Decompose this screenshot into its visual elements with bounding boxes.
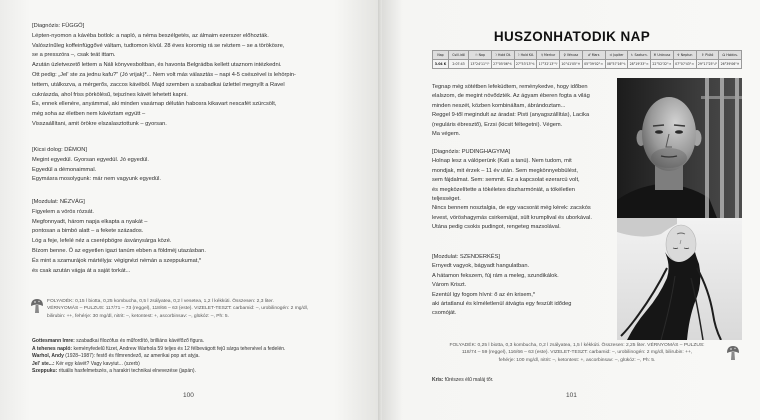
stats-line: bilirubin: ++, fehérje: 30 mg/dl, nitrit: –, ketontest: +, ascorbinsav: –, glükóz: –, Ph: 5. xyxy=(47,313,230,319)
table-cell: 07°07'43"♒ xyxy=(673,60,696,69)
footnote-term: Gottesmann Imre: xyxy=(32,338,75,344)
text-line: (reguláris ébresztő), Erzsi (kicsit féltegetni). Végem. xyxy=(432,121,563,128)
footnote-text: rituális hasfelmetszés, a harakiri technikai elnevezése (japán). xyxy=(57,368,196,375)
table-cell: 27°53'13"♋ xyxy=(514,60,537,69)
text-line: Nincs bennem nosztalgia, de egy vacsorát még kérek: zacskós xyxy=(432,205,591,212)
text-line: Holnap lesz a válóperünk (Kati a tanú). Nem tudom, mit xyxy=(432,158,572,165)
stats-line: FOLYADÉK: 0,25 l biotta, 0,3 kombucha, 0,2 l zsályatea, 1,5 l kékkúti. Összesen: 2,25 liter. VÉRNYOMÁS – PULZUS: xyxy=(449,343,705,348)
stats-line: FOLYADÉK: 0,15 l biotta, 0,25 kombucha, 0,5 l zsályatea, 0,2 l vesetea, 1,2 l kékkúti. Összesen: 2,3 liter. xyxy=(47,299,274,304)
text-line: Visszaállítani, amit örökre elszalasztottunk – gyorsan. xyxy=(32,120,167,127)
daily-stats xyxy=(432,342,722,364)
stats-line: fehérje: 100 mg/dl, nitrit: –, ketontest: +, ascorbinsav: –, glükóz: –, Ph: 5. xyxy=(498,357,656,363)
page-number: 100 xyxy=(183,392,194,399)
entry-block-diagnosis-fuggo xyxy=(32,22,296,130)
table-cell: 17°32'13"♈ xyxy=(537,60,560,69)
footnote-term: Jel' ste...: xyxy=(32,360,55,367)
block-heading: [Kicsi dolog: DÉMON] xyxy=(32,147,87,153)
block-heading: [Mozdulat: NÉZVÁG] xyxy=(32,199,85,205)
footnote xyxy=(32,346,285,354)
chapter-title: HUSZONHATODIK NAP xyxy=(493,29,651,44)
text-line: Ezentúl így fogom hívni: ő az én krisem,* xyxy=(432,291,536,298)
column-header: Csill.idő xyxy=(449,51,469,60)
table-cell: 13°24'11"♈ xyxy=(469,60,492,69)
stats-line: VÉRNYOMÁS – PULZUS: 117/71 – 73 (reggel), 118/66 – 63 (este). VIZELET-TESZT: carbamid: –, urobilinogén: 2 mg/dl, xyxy=(47,306,309,312)
column-header: ♄ Szaturn. xyxy=(628,51,651,60)
footnote-text: (1928–1987): festő és filmrendező, az amerikai pop art atyja. xyxy=(63,353,200,360)
table-cell: 22°52'32"♒ xyxy=(651,60,674,69)
column-header: ☉ Nap xyxy=(469,51,492,60)
text-line: Egymásra mosolygunk: már nem vagyunk egyedül. xyxy=(32,176,161,183)
column-header: ☊ Holdcs. xyxy=(719,51,742,60)
footnote xyxy=(432,377,493,385)
portrait-photo-woman xyxy=(617,218,742,340)
entry-block-szenderkes xyxy=(432,253,571,319)
footnote-term: Szeppuku: xyxy=(32,368,58,375)
table-cell: 26°39'06"♓ xyxy=(719,60,742,69)
text-line: és csak azután vágja át a saját torkát... xyxy=(32,267,131,274)
text-line: Tegnap még sötétben lefeküdtem, reménykedve, hogy időben xyxy=(432,84,588,90)
footnote-text: Kér egy kávét? Vagy kavyiut... (szerb) xyxy=(54,360,140,367)
footnotes xyxy=(32,338,285,376)
table-cell: 05°39'02"♒ xyxy=(582,60,605,69)
table-cell: 29°17'25"♐ xyxy=(696,60,719,69)
table-cell: 27°05'06"♋ xyxy=(491,60,514,69)
table-cell: 3.04 K xyxy=(433,60,449,69)
ephemeris-table xyxy=(432,50,742,69)
footnote-term: Warhol, Andy xyxy=(32,353,64,360)
column-header: ☿ Merkur xyxy=(537,51,560,60)
column-header: ♇ Plútó xyxy=(696,51,719,60)
text-line: Ma végem. xyxy=(432,130,461,137)
text-line: minden neszét, közben kombináltam, ábrándoztam... xyxy=(432,102,566,109)
text-line: Azután üzletvezető lettem a Náli könyvesboltban, és havonta Belgrádba kellett utaznom intézkedni. xyxy=(32,62,282,69)
footnote-text: fűrészes élű maláj tőr. xyxy=(443,377,494,383)
column-header: ☽ Hold Dt. xyxy=(491,51,514,60)
footnote xyxy=(32,338,285,346)
stats-line: 118/74 – 59 (reggel), 116/66 – 63 (este). VIZELET-TESZT: carbamid: –, urobilinogén: 2 mg/dl, bilirubin: ++, xyxy=(461,350,693,356)
text-line: Figyelem a vörös rózsát. xyxy=(32,208,94,215)
text-line: és megközelítette a tökéletes diszharmóniát, a tökéletlen xyxy=(432,186,575,193)
column-header: ♂ Mars xyxy=(582,51,605,60)
column-header: ♃ Jupiter xyxy=(605,51,628,60)
footnote-term: Kris: xyxy=(432,377,444,383)
text-line: sem fájdalmat. Sem: semmit. Ez a kapcsolat ezerarcú volt, xyxy=(432,177,580,184)
text-line: Ernyedt vagyok, bágyadt hangulatban. xyxy=(432,263,530,270)
portrait-photo-man xyxy=(617,78,742,218)
text-line: Ott pedig: „Jel' ste za jednu kafu?" (Jó vrijak)*... Nem volt más választás – napi 4-5 csészével is lehörpin- xyxy=(32,71,296,78)
mushroom-icon xyxy=(726,345,740,361)
text-line: Reggel 9-től megindult az áradat: Pisti (anyagszállítás), Lacika xyxy=(432,112,590,119)
column-header: ♀ Vénusz xyxy=(560,51,583,60)
right-page xyxy=(380,0,760,420)
text-line: se a presszóra –, csak teát ittam. xyxy=(32,52,116,59)
text-line: tettem, utálkozva, a mérgerős, zaccos kávéból. Majd szemben a szabadkai üzlettel megnyílt a Ravel xyxy=(32,81,285,88)
text-line: teljességet. xyxy=(432,195,461,202)
text-line: Lépten-nyomon a kávéba botlok: a napló, a néma beszélgetés, az álmaim ezerszer előhozták. xyxy=(32,32,269,39)
table-cell: 2:07:43 xyxy=(449,60,469,69)
window-bars xyxy=(701,78,742,218)
table-cell: 08°57'16"♑ xyxy=(605,60,628,69)
text-line: Megint egyedül. Gyorsan egyedül. Jó egyedül. xyxy=(32,156,149,163)
book-gutter xyxy=(378,0,382,420)
table-header-row xyxy=(433,51,742,60)
entry-block-demon xyxy=(32,146,161,185)
block-heading: [Mozdulat: SZENDERKÉS] xyxy=(432,254,500,260)
entry-block-nezvag xyxy=(32,198,206,276)
text-line: mondjak, mit érzek – 11 év után. Sem megkönnyebbülést, xyxy=(432,167,578,174)
footnote-text: szabadkai filozófus és műfordító, brilliáns kávéfőző figura. xyxy=(74,338,205,344)
text-line: És, ennek ellenére, anyámmal, aki minden vasárnap délután habosra kikavart nescafét szürcsölt, xyxy=(32,101,277,108)
text-line: A hátamon fekszem, fúj rám a meleg, szundikálok. xyxy=(432,272,559,279)
column-header: Nap xyxy=(433,51,449,60)
mushroom-icon xyxy=(30,298,44,314)
text-line: elalszom, de megint növődzték. Az ágyam éberen fogta a világ xyxy=(432,93,590,100)
footnotes xyxy=(432,377,493,385)
text-line: levest, vöröshagymás csirkemájat, sült krumplival és uborkával. xyxy=(432,214,592,221)
text-line: még soha az életben nem kávéztam együtt – xyxy=(32,111,146,118)
entry-block-pudinghagyma xyxy=(432,148,592,233)
text-line: Egyedül a démonaimmal. xyxy=(32,166,97,173)
entry-intro xyxy=(432,83,590,139)
footnote xyxy=(32,368,285,376)
column-header: ♅ Uránusz xyxy=(651,51,674,60)
table-cell: 10°41'05"♓ xyxy=(560,60,583,69)
text-line: Bízom benne. Ő az egyetlen igazi tanúm ebben a földméj utazásban. xyxy=(32,247,206,254)
text-line: aki ártatlanul és kíméletlenül átvágta egy feszült idődeg xyxy=(432,300,572,307)
text-line: Lóg a feje, lefelé néz a cserépbögre ásványsárga közé. xyxy=(32,238,172,245)
text-line: pontosan a bimbó alatt – a fekete százados. xyxy=(32,228,144,235)
column-header: ☽ Hold Kő. xyxy=(514,51,537,60)
footnote-text: keményfedelű füzet, Andrew Warhola 59 teljes és 12 félbevágott fejű sárga tehenével a fedelén. xyxy=(72,345,286,352)
text-line: Utána pedig csokis pudingot, rengeteg mazsolával. xyxy=(432,224,561,231)
table-row xyxy=(433,60,742,69)
daily-stats xyxy=(47,298,308,320)
text-line: Megfonnyadt, három napja elkapta a nyakát – xyxy=(32,218,148,225)
footnote-term: A tehenes napló: xyxy=(32,345,73,352)
footnote xyxy=(32,353,285,361)
page-number: 101 xyxy=(566,392,577,399)
table-cell: 28°19'33"♒ xyxy=(628,60,651,69)
text-line: csomóját. xyxy=(432,310,457,317)
block-heading: [Diagnózis: PUDINGHAGYMA] xyxy=(432,149,511,155)
column-header: ♆ Neptun xyxy=(673,51,696,60)
text-line: És mint a szamurájok mártélyja: végignézi némán a szeppukumat,* xyxy=(32,257,202,264)
text-line: Várom Kriszt. xyxy=(432,282,467,289)
footnote xyxy=(32,361,285,369)
text-line: Valószínűleg koffeinfüggővé váltam, tudtomon kívül. 28 éves koromig rá se néztem – se a törökösre, xyxy=(32,42,285,49)
block-heading: [Diagnózis: FÜGGŐ] xyxy=(32,23,85,29)
text-line: cukrászda, ahol friss pörkölésű, tejszínes kávét lehetett kapni. xyxy=(32,91,188,98)
